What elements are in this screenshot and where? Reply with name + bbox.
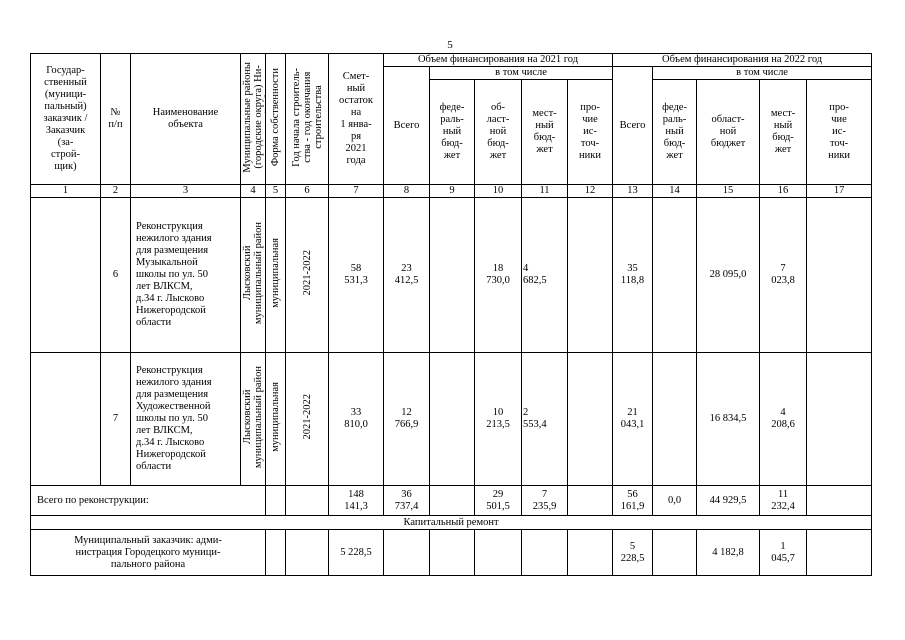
total-balance: 148 141,3 xyxy=(329,486,384,516)
col-number: 11 xyxy=(522,185,568,198)
header-including-2022: в том числе xyxy=(653,67,872,80)
reconstruction-total-label: Всего по реконструкции: xyxy=(31,486,266,516)
total-2022: 35 118,8 xyxy=(613,198,653,353)
column-numbers-row xyxy=(31,185,872,198)
ownership: муниципальная xyxy=(270,382,281,452)
header-including-2021: в том числе xyxy=(430,67,613,80)
col-number: 12 xyxy=(568,185,613,198)
table-row xyxy=(31,198,872,353)
header-total-2022: Всего xyxy=(613,67,653,185)
header-balance: Смет- ный остаток на 1 янва- ря 2021 года xyxy=(329,54,384,185)
header-funding-2021: Объем финансирования на 2021 год xyxy=(384,54,613,67)
page-number: 5 xyxy=(447,39,453,51)
header-federal-2021: феде- раль- ный бюд- жет xyxy=(430,80,475,185)
local-2021: 2 553,4 xyxy=(522,353,568,486)
total-federal-2022: 0,0 xyxy=(653,486,697,516)
object-name: Реконструкция нежилого здания для размещения Музыкальной школы по ул. 50 лет ВЛКСМ, д.34 г. Лысково Нижегородской области xyxy=(131,198,241,353)
section-row xyxy=(31,516,872,530)
total-local-2022: 11 232,4 xyxy=(760,486,807,516)
header-other-2021: про- чие ис- точ- ники xyxy=(568,80,613,185)
header-local-2022: мест- ный бюд- жет xyxy=(760,80,807,185)
col-number: 15 xyxy=(697,185,760,198)
header-total-2021: Всего xyxy=(384,67,430,185)
capital-customer-label: Муниципальный заказчик: адми- нистрация Городецкого муници- пального района xyxy=(31,530,266,576)
col-number: 3 xyxy=(131,185,241,198)
total-2022-sum: 56 161,9 xyxy=(613,486,653,516)
capital-local-2022: 1 045,7 xyxy=(760,530,807,576)
district: Лысковский муниципальный район xyxy=(242,221,264,325)
header-local-2021: мест- ный бюд- жет xyxy=(522,80,568,185)
header-districts: Муниципальные районы (городские округа) Ни- xyxy=(242,61,264,173)
col-number: 7 xyxy=(329,185,384,198)
district: Лысковский муниципальный район xyxy=(242,365,264,469)
header-federal-2022: феде- раль- ный бюд- жет xyxy=(653,80,697,185)
capital-balance: 5 228,5 xyxy=(329,530,384,576)
total-regional-2021: 29 501,5 xyxy=(475,486,522,516)
years: 2021-2022 xyxy=(301,394,313,440)
col-number: 5 xyxy=(266,185,286,198)
total-2022: 21 043,1 xyxy=(613,353,653,486)
header-customer: Государ- ственный (муници- пальный) заказчик / Заказчик (за- строй- щик) xyxy=(31,54,101,185)
col-number: 6 xyxy=(286,185,329,198)
local-2022: 4 208,6 xyxy=(760,353,807,486)
funding-table xyxy=(30,53,872,576)
balance: 58 531,3 xyxy=(329,198,384,353)
total-local-2021: 7 235,9 xyxy=(522,486,568,516)
regional-2021: 10 213,5 xyxy=(475,353,522,486)
regional-2022: 28 095,0 xyxy=(697,198,760,353)
local-2021: 4 682,5 xyxy=(522,198,568,353)
col-number: 17 xyxy=(807,185,872,198)
object-name: Реконструкция нежилого здания для размещения Художественной школы по ул. 50 лет ВЛКСМ, д.34 г. Лысково Нижегородской области xyxy=(131,353,241,486)
total-2021-sum: 36 737,4 xyxy=(384,486,430,516)
header-object-name: Наименование объекта xyxy=(131,54,241,185)
local-2022: 7 023,8 xyxy=(760,198,807,353)
regional-2021: 18 730,0 xyxy=(475,198,522,353)
col-number: 10 xyxy=(475,185,522,198)
col-number: 13 xyxy=(613,185,653,198)
total-regional-2022: 44 929,5 xyxy=(697,486,760,516)
ownership: муниципальная xyxy=(270,238,281,308)
header-regional-2021: об- ласт- ной бюд- жет xyxy=(475,80,522,185)
row-number: 7 xyxy=(101,353,131,486)
balance: 33 810,0 xyxy=(329,353,384,486)
col-number: 2 xyxy=(101,185,131,198)
section-title: Капитальный ремонт xyxy=(31,516,872,530)
col-number: 14 xyxy=(653,185,697,198)
regional-2022: 16 834,5 xyxy=(697,353,760,486)
header-regional-2022: област- ной бюджет xyxy=(697,80,760,185)
col-number: 9 xyxy=(430,185,475,198)
years: 2021-2022 xyxy=(301,250,313,296)
col-number: 1 xyxy=(31,185,101,198)
header-number: № п/п xyxy=(101,54,131,185)
capital-total-2022: 5 228,5 xyxy=(613,530,653,576)
col-number: 16 xyxy=(760,185,807,198)
total-2021: 23 412,5 xyxy=(384,198,430,353)
header-years: Год начала строитель- ства - год окончания строительства xyxy=(290,67,324,167)
col-number: 8 xyxy=(384,185,430,198)
table-row xyxy=(31,353,872,486)
capital-regional-2022: 4 182,8 xyxy=(697,530,760,576)
row-number: 6 xyxy=(101,198,131,353)
capital-repair-row xyxy=(31,530,872,576)
reconstruction-total-row xyxy=(31,486,872,516)
total-2021: 12 766,9 xyxy=(384,353,430,486)
header-funding-2022: Объем финансирования на 2022 год xyxy=(613,54,872,67)
header-ownership: Форма собственности xyxy=(270,67,281,167)
header-other-2022: про- чие ис- точ- ники xyxy=(807,80,872,185)
col-number: 4 xyxy=(241,185,266,198)
